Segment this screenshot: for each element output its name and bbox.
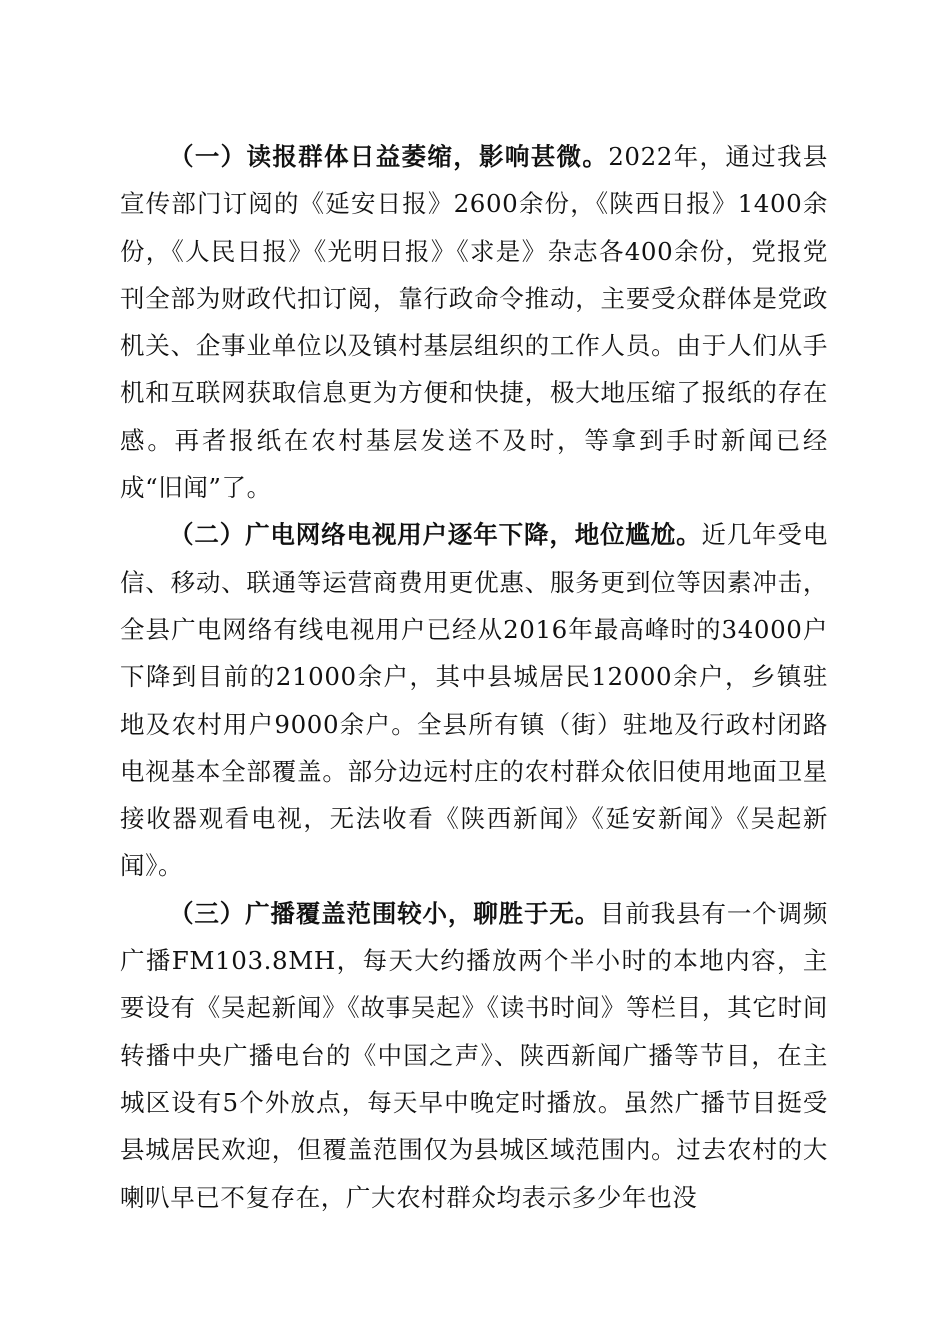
- paragraph-text: 近几年受电信、移动、联通等运营商费用更优惠、服务更到位等因素冲击，全县广电网络有线电视用户已经从2016年最高峰时的34000户下降到目前的21000余户，其中县城居民12000余户，乡镇驻地及农村用户9000余户。全县所有镇（街）驻地及行政村闭路电视基本全部覆盖。部分边远村庄的农村群众依旧使用地面卫星接收器观看电视，无法收看《陕西新闻》《延安新闻》《吴起新闻》。: [120, 520, 828, 881]
- paragraph-radio-coverage: [120, 890, 828, 1221]
- paragraph-cable-tv-users: [120, 511, 828, 889]
- paragraph-text: 2022年，通过我县宣传部门订阅的《延安日报》2600余份，《陕西日报》1400余份，《人民日报》《光明日报》《求是》杂志各400余份，党报党刊全部为财政代扣订阅，靠行政命令推动，主要受众群体是党政机关、企事业单位以及镇村基层组织的工作人员。由于人们从手机和互联网获取信息更为方便和快捷，极大地压缩了报纸的存在感。再者报纸在农村基层发送不及时，等拿到手时新闻已经成“旧闻”了。: [120, 142, 828, 503]
- paragraph-heading: （二）广电网络电视用户逐年下降，地位尴尬。: [169, 520, 702, 550]
- paragraph-heading: （一）读报群体日益萎缩，影响甚微。: [169, 142, 609, 171]
- paragraph-text: 目前我县有一个调频广播FM103.8MH，每天大约播放两个半小时的本地内容，主要设有《吴起新闻》《故事吴起》《读书时间》等栏目，其它时间转播中央广播电台的《中国之声》、陕西新闻广播等节目，在主城区设有5个外放点，每天早中晚定时播放。虽然广播节目挺受县城居民欢迎，但覆盖范围仅为县城区域范围内。过去农村的大喇叭早已不复存在，广大农村群众均表示多少年也没: [120, 898, 828, 1212]
- paragraph-heading: （三）广播覆盖范围较小，聊胜于无。: [169, 898, 601, 928]
- paragraph-newspaper-readership: [120, 133, 828, 511]
- document-body: [120, 133, 828, 1221]
